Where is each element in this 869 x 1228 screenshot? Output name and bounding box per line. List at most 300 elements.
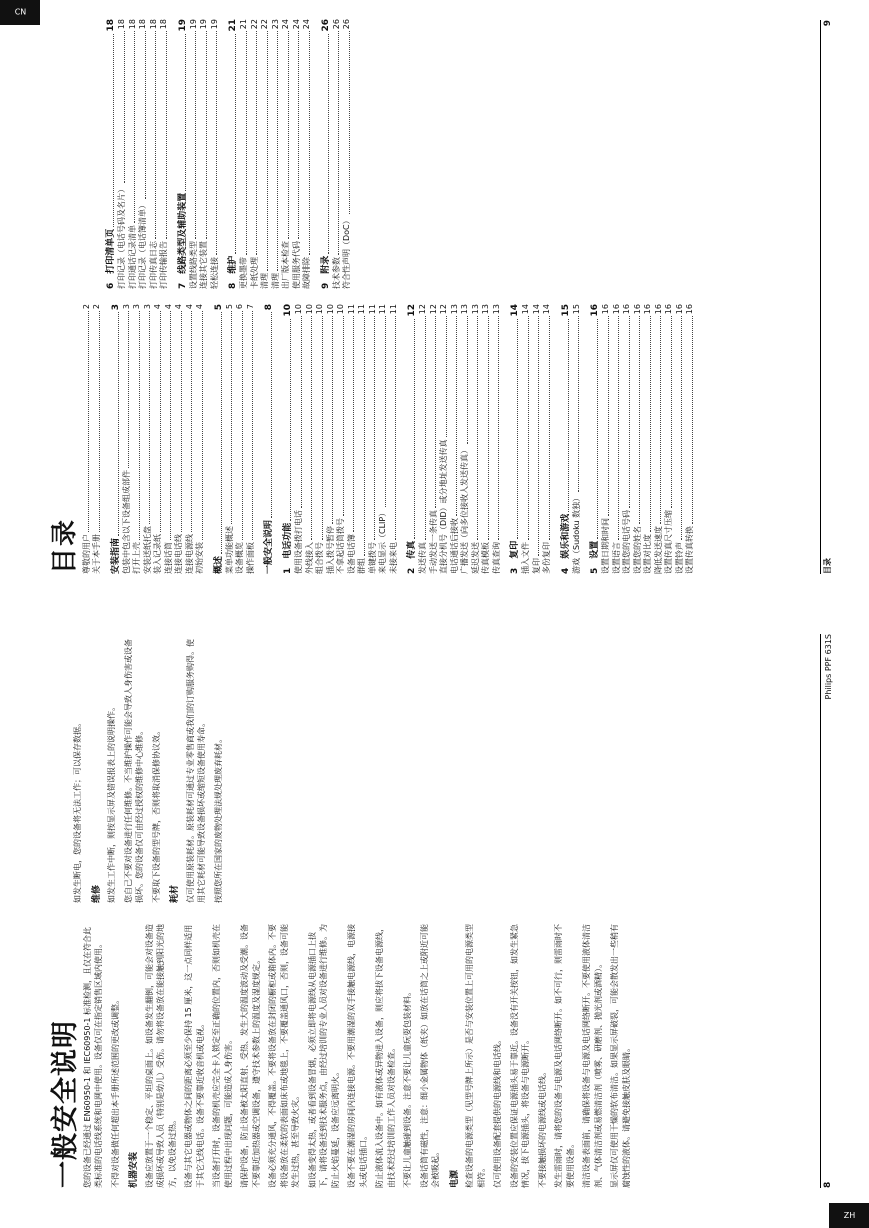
toc-leader [481, 316, 489, 540]
toc-entry [378, 304, 389, 574]
toc-leader [177, 34, 186, 191]
toc-entry-title: 2 传真 [407, 540, 417, 574]
toc-entry [332, 19, 343, 289]
page-number: 8 [823, 1181, 833, 1188]
toc-leader [110, 312, 119, 536]
toc-entry-title: 尊敬的用户 [81, 534, 91, 574]
intro-paragraph: 您的设备已经通过 EN60950-1 和 IEC60950-1 标准检测，且仅在符合此类标准的电话线系统和电网中使用。设备仅可在指定销售区域内使用。 [82, 926, 103, 1188]
toc-entry-title: 复印 [531, 558, 541, 574]
paragraph: 如设备变得太热，或者看到设备冒烟，必须立即将电源线从电源插口上拔下，请将设备送到技术服务点，由经过培训的专业人员对设备进行维修。为防止火焰蔓延，设备应远离明火。 [307, 924, 340, 1188]
toc-entry [481, 304, 492, 574]
paragraph: 不要让儿童触碰到设备。注意不要让儿童玩耍包装材料。 [403, 988, 412, 1188]
toc-leader [199, 31, 207, 239]
toc-entry [294, 304, 305, 574]
toc-page-number: 13 [481, 304, 490, 315]
toc-entry [246, 304, 257, 574]
toc-leader [246, 311, 254, 540]
toc-entry-title: 打印传真日志 [148, 241, 158, 289]
toc-page-number: 11 [388, 304, 398, 315]
footer-rule [820, 20, 821, 574]
toc-page-number: 13 [470, 304, 480, 315]
paragraph: 设备应放置于一个稳定、平坦的桌面上。如设备发生翻倒，可能会对设备造成损坏或导致人员（特别是幼儿）受伤。请勿将设备放在能接触到阳光的地方，以免设备过热。 [144, 924, 177, 1188]
page-title: 一般安全说明 [50, 1020, 81, 1188]
toc-entry-title: 设置线路类型 [188, 241, 198, 289]
toc-leader [675, 316, 683, 540]
toc-entry [347, 304, 358, 574]
toc-entry [612, 304, 623, 574]
toc-leader [225, 311, 233, 524]
toc-leader [271, 31, 279, 271]
toc-entry-title: 装入记录纸 [153, 534, 162, 574]
toc-entry-title: 清理 [260, 273, 269, 289]
toc-entry-title: 打印记录（电话号码及名片） [117, 185, 126, 289]
toc-entry-title: 4 娱乐和游戏 [560, 513, 571, 574]
toc-page-number: 13 [460, 304, 469, 315]
toc-entry [675, 304, 686, 574]
toc-entry [643, 304, 654, 574]
toc-section [560, 304, 572, 574]
toc-leader [174, 311, 182, 532]
toc-page-number: 2 [81, 304, 91, 310]
toc-entry-title: 插入拨号暂停 [325, 526, 335, 574]
toc-entry [336, 304, 347, 574]
toc-entry-title: 打开上壳 [132, 542, 141, 574]
paragraph: 显示屏仅可使用干燥的软布清洁。如果显示屏破裂，可能会散发出一些稍有腐蚀性的液体。请避免接触皮肤及眼睛。 [610, 924, 631, 1188]
toc-page-number: 12 [407, 304, 417, 317]
toc-entry-title: 连接话筒 [163, 542, 173, 574]
toc-leader [82, 311, 90, 532]
toc-page-number: 4 [174, 304, 183, 310]
toc-entry [572, 304, 583, 574]
toc-page-number: 13 [491, 304, 501, 315]
toc-entry-title: 7 线路类型及辅助装置 [177, 192, 188, 289]
toc-page-number: 4 [153, 304, 162, 310]
toc-page-number: 16 [622, 304, 631, 315]
toc-page-number: 10 [304, 304, 314, 315]
toc-entry-title: 更换墨带 [239, 257, 248, 289]
toc-entry-title: 外线接入 [304, 542, 314, 574]
toc-entry [132, 304, 143, 574]
toc-page-number: 22 [249, 19, 259, 30]
toc-entry-title: 不拿起话筒拨号 [336, 518, 345, 574]
toc-entry [326, 304, 337, 574]
toc-leader [471, 316, 479, 540]
toc-page-number: 18 [138, 19, 147, 30]
toc-leader [260, 31, 268, 271]
toc-page-number: 18 [159, 19, 168, 30]
toc-leader [122, 311, 130, 468]
toc-page-number: 18 [106, 19, 116, 32]
toc-entry [199, 19, 210, 289]
toc-page-number: 18 [148, 19, 158, 30]
toc-leader [622, 316, 630, 508]
toc-section [509, 304, 521, 574]
toc-leader [509, 319, 518, 539]
footer-label: 目录 [823, 558, 832, 574]
toc-leader [460, 316, 468, 444]
toc-leader [654, 316, 662, 524]
product-name: Philips PPF 631S [824, 634, 833, 700]
toc-page-number: 8 [264, 304, 274, 311]
toc-entry [174, 304, 185, 574]
toc-entry-title: 5 设置 [590, 540, 600, 574]
language-tab: CN [0, 0, 40, 25]
toc-entry [429, 304, 440, 574]
toc-title: 目录 [50, 517, 80, 574]
toc-page-number: 4 [184, 304, 194, 310]
toc-page-number: 24 [291, 19, 301, 30]
toc-entry-title: 连接电话线 [174, 534, 183, 574]
toc-page-number: 11 [378, 304, 387, 315]
toc-entry-title: 设置对比度 [643, 534, 652, 574]
toc-leader [92, 311, 100, 532]
toc-entry-title: 关于本手册 [92, 534, 101, 574]
toc-leader [250, 31, 258, 255]
toc-page-number: 22 [260, 19, 269, 30]
toc-page-number: 10 [283, 304, 293, 317]
toc-entry [357, 304, 368, 574]
toc-page-number: 23 [270, 19, 280, 30]
toc-entry [654, 304, 665, 574]
toc-entry [195, 304, 206, 574]
paragraph: 设备必须充分通风，不得覆盖。不要将设备放在封闭的橱柜或箱体内。不要将设备放在柔软的表面如床布或地毯上，不要覆盖通风口，否则，设备可能发生过热，甚至导致火灾。 [268, 924, 300, 1188]
toc-entry-title: 使用服务代码 [291, 241, 301, 289]
toc-entry-title: 打印记录（电话簿清单） [138, 201, 147, 289]
toc-entry-title: 符合性声明（DoC） [342, 216, 351, 289]
footer-rule [820, 634, 821, 1188]
paragraph: 设备与其它电器或物体之间的距离必须至少保持 15 厘米，这一点同样适用于其它无线电话。设备不要靠近收音机或电视。 [184, 924, 205, 1188]
heading-install: 机器安装 [129, 1151, 139, 1188]
paragraph: 不要取下设备的型号牌，否则将取消保修协议效。 [151, 727, 161, 903]
toc-entry-title: 初始安装 [195, 542, 204, 574]
toc-entry-title: 操作面板 [245, 542, 255, 574]
toc-leader [305, 316, 313, 540]
toc-entry-title: 组合拨号 [315, 542, 324, 574]
toc-section [589, 304, 601, 574]
toc-leader [326, 316, 334, 524]
toc-entry-title: 卡纸处理 [249, 257, 259, 289]
toc-page-number: 19 [188, 19, 198, 30]
paragraph: 如发生工作中断，则按显示屏及错误报表上的说明操作。 [107, 703, 116, 903]
toc-page-number: 26 [320, 19, 331, 32]
left-column-1 [50, 923, 637, 1188]
toc-entry-title: 发送传真 [418, 542, 427, 574]
toc-entry-title: 安装指南 [110, 537, 121, 574]
toc-entry-title: 设置日期和时间 [601, 518, 610, 574]
paragraph: 如发生断电，您的设备将无法工作；可以保存数据。 [73, 719, 82, 903]
toc-leader [149, 31, 157, 239]
toc-entry [450, 304, 461, 574]
toc-entry-title: 菜单功能概述 [224, 526, 234, 574]
toc-entry [389, 304, 400, 574]
toc-entry [260, 19, 271, 289]
toc-leader [572, 316, 580, 492]
paragraph: 请保护设备，防止设备被太阳直射、受热、发生大的温度波动及受潮。设备不要靠近加热器或空调设备，遵守技术参数上的温度及湿度规定。 [240, 924, 261, 1188]
toc-entry-title: 出厂版本检查 [281, 241, 290, 289]
toc-entry-title: 3 复印 [510, 540, 520, 574]
toc-leader [235, 311, 243, 540]
toc-page-number: 12 [428, 304, 438, 315]
toc-leader [189, 31, 197, 239]
toc-entry [281, 19, 292, 289]
toc-leader [185, 311, 193, 532]
toc-page-number: 16 [643, 304, 652, 315]
toc-entry [532, 304, 543, 574]
toc-entry-title: 设置您的姓名 [632, 526, 642, 574]
toc-entry [225, 304, 236, 574]
toc-entry [143, 304, 154, 574]
toc-entry [149, 19, 160, 289]
toc-page-number: 18 [127, 19, 137, 30]
toc-leader [263, 312, 272, 518]
heading-repair: 维修 [91, 884, 102, 903]
toc-entry-title: 降低发送速度 [653, 526, 663, 574]
toc-page-number: 16 [685, 304, 694, 315]
toc-entry-title: 轻松连接 [209, 257, 219, 289]
toc-entry-title: 设置传真尺寸压缩 [664, 510, 673, 574]
toc-section [406, 304, 418, 574]
toc-leader [521, 316, 529, 540]
toc-entry-title: 9 附录 [320, 255, 331, 289]
toc-page-number: 19 [199, 19, 208, 30]
toc-page-number: 24 [302, 19, 311, 30]
toc-section [110, 304, 122, 574]
paragraph: 仅可使用原装耗材。原装耗材可通过专业零售商或我们的订购服务购得。使用其它耗材可能导致设备损坏或缩短设备使用寿命。 [185, 639, 206, 903]
toc-entry-title: 多份复印 [542, 542, 551, 574]
heading-power: 电源 [449, 1169, 460, 1188]
toc-section [282, 304, 294, 574]
toc-leader [347, 316, 355, 532]
toc-page-number: 16 [632, 304, 642, 315]
toc-page-number: 13 [449, 304, 459, 315]
paragraph: 设备不要在潮湿的房间内连接电源。不要用潮湿的双手接触电源线，电源接头或电话插口。 [347, 924, 368, 1188]
toc-entry-title: 6 打印清单页 [106, 228, 116, 289]
toc-page-number: 3 [142, 304, 152, 310]
toc-leader [153, 311, 161, 532]
toc-entry-title: 广播发送（向多位接收人发送传真） [460, 446, 469, 574]
toc-leader [542, 316, 550, 540]
toc-entry-title: 传真查询 [491, 542, 501, 574]
toc-entry [250, 19, 261, 289]
toc-leader [302, 31, 310, 255]
toc-page-number: 14 [531, 304, 541, 315]
toc-entry-title: 技术参数 [331, 257, 341, 289]
toc-leader [643, 316, 651, 532]
toc-entry-title: 设置传真转换 [685, 526, 694, 574]
toc-leader [450, 316, 458, 516]
toc-entry-title: 来电显示（CLIP） [378, 508, 387, 574]
toc-page-number: 24 [281, 19, 290, 30]
toc-leader [195, 311, 203, 540]
toc-leader [560, 319, 569, 512]
toc-entry [601, 304, 612, 574]
toc-page-number: 16 [590, 304, 600, 317]
toc-entry-title: 插入文件 [521, 542, 530, 574]
toc-page-number: 14 [510, 304, 520, 317]
toc-page-number: 16 [674, 304, 684, 315]
toc-entry [271, 19, 282, 289]
toc-page-number: 16 [611, 304, 621, 315]
toc-page-number: 4 [163, 304, 173, 310]
toc-page-number: 26 [331, 19, 341, 30]
toc-entry-title: 故障排除 [302, 257, 311, 289]
toc-leader [210, 31, 218, 255]
toc-entry [138, 19, 149, 289]
toc-leader [213, 312, 222, 554]
heading-consumables: 耗材 [170, 884, 180, 903]
toc-entry-title: 直接分机号（DID）或分地址发送传真 [439, 439, 448, 574]
toc-section [177, 19, 189, 289]
toc-leader [132, 311, 140, 540]
toc-entry-title: 连接其它装置 [199, 241, 208, 289]
toc-leader [336, 316, 344, 516]
toc-entry [82, 304, 93, 574]
toc-page-number: 26 [342, 19, 351, 30]
toc-leader [315, 316, 323, 540]
toc-page-number: 11 [346, 304, 356, 315]
toc-page-number: 16 [601, 304, 610, 315]
toc-entry [128, 19, 139, 289]
toc-leader [439, 316, 447, 437]
toc-page-number: 2 [92, 304, 101, 310]
toc-entry [159, 19, 170, 289]
toc-entry [164, 304, 175, 574]
toc-entry [185, 304, 196, 574]
toc-entry-title: 设备概览 [235, 542, 244, 574]
toc-leader [378, 316, 386, 507]
toc-leader [294, 316, 302, 508]
toc-leader [117, 31, 125, 183]
toc-leader [138, 31, 146, 199]
toc-page-number: 14 [521, 304, 530, 315]
toc-entry-title: 一般安全说明 [264, 519, 274, 574]
toc-leader [227, 34, 236, 254]
toc-entry-title: 传真模板 [481, 542, 490, 574]
toc-entry [342, 19, 353, 289]
toc-leader [105, 34, 114, 227]
toc-page-number: 15 [571, 304, 581, 315]
toc-entry [305, 304, 316, 574]
toc-entry-title: 8 维护 [228, 255, 238, 289]
paragraph: 设备的安装位置应保证电源插头易于靠近。设备没有开关按钮，如发生紧急情况，拔下电源插头，将设备与电源断开。 [509, 924, 530, 1188]
toc-entry [439, 304, 450, 574]
toc-entry [122, 304, 133, 574]
toc-entry [368, 304, 379, 574]
paragraph: 设备话筒有磁性，注意：细小金属物体（纸夹）如放在话筒之上或附近可能会被吸起。 [419, 924, 440, 1188]
toc-entry-title: 清理 [270, 273, 280, 289]
toc-leader [406, 319, 415, 539]
toc-leader [418, 316, 426, 540]
toc-page-number: 7 [245, 304, 255, 310]
toc-entry-title: 设置您的电话号码 [622, 510, 631, 574]
toc-entry [542, 304, 553, 574]
toc-entry-title: 电话通话后接收 [449, 518, 459, 574]
left-column-2 [72, 638, 229, 903]
toc-entry-title: 延迟发送 [470, 542, 480, 574]
toc-entry-title: 设置语言 [611, 542, 621, 574]
toc-leader [239, 31, 247, 255]
toc-entry-title: 群组 [357, 558, 366, 574]
toc-section [263, 304, 275, 574]
toc-entry-title: 手动发送一条传真 [428, 510, 438, 574]
left-page [0, 614, 869, 1228]
toc-entry-title: 打印通话记录清单 [127, 225, 137, 289]
paragraph: 防止液体流入设备中。如有液体或异物进入设备，则应将拔下设备电源线，由技术经过培训的工作人员对设备检查。 [375, 924, 396, 1188]
toc-leader [429, 316, 437, 508]
toc-entry [92, 304, 103, 574]
toc-leader [281, 31, 289, 239]
paragraph: 按照您所在国家的废物处理法规处理废弃耗材。 [213, 735, 223, 903]
toc-entry [471, 304, 482, 574]
toc-page-number: 19 [177, 19, 188, 32]
toc-leader [664, 316, 672, 508]
toc-leader [128, 31, 136, 223]
toc-leader [368, 316, 376, 540]
toc-leader [589, 319, 598, 539]
toc-leader [292, 31, 300, 239]
paragraph: 不要接触损坏的电源线或电话线。 [537, 1068, 547, 1188]
toc-leader [532, 316, 540, 556]
toc-entry [189, 19, 200, 289]
paragraph: 当设备打开时，设备的机壳应完全卡入锁定至正确的位置内，否则如机壳在使用过程中出现问题，可能造成人身伤害。 [212, 924, 233, 1188]
toc-page-number: 3 [110, 304, 121, 311]
intro-paragraph-2: 不得对设备做任何超出本手册所述范围的更改或调整。 [110, 996, 120, 1188]
toc-page-number: 3 [121, 304, 131, 310]
toc-entry-title: 连接电源线 [184, 534, 194, 574]
toc-page-number: 12 [418, 304, 427, 315]
toc-entry-title: 安装送纸托盘 [142, 526, 152, 574]
paragraph: 发生雷雨时，请将您的设备与电源及电话网络断开。如不可行，则雷雨时不要使用设备。 [554, 924, 575, 1188]
toc-leader [492, 316, 500, 540]
toc-entry-title: 设备电话簿 [346, 534, 356, 574]
toc-page-number: 15 [560, 304, 571, 317]
page-number: 9 [823, 20, 833, 27]
toc-leader [601, 316, 609, 516]
toc-page-number: 11 [367, 304, 377, 315]
toc-page-number: 11 [357, 304, 366, 315]
toc-entry-title: 包装中包含以下设备组成部件 [121, 470, 131, 574]
toc-page-number: 3 [132, 304, 141, 310]
toc-page-number: 12 [439, 304, 448, 315]
toc-page-number: 10 [315, 304, 324, 315]
toc-entry-title: 1 电话功能 [283, 522, 293, 574]
toc-page-number: 16 [653, 304, 663, 315]
toc-leader [143, 311, 151, 524]
toc-entry [492, 304, 503, 574]
toc-entry [210, 19, 221, 289]
toc-leader [685, 316, 693, 524]
toc-page-number: 6 [235, 304, 244, 310]
toc-entry [239, 19, 250, 289]
toc-entry [685, 304, 696, 574]
toc-entry-title: 游戏（Sudoku 数独） [571, 493, 581, 574]
toc-entry-title: 打印传输报告 [159, 241, 168, 289]
toc-section [227, 19, 239, 289]
toc-page-number: 16 [664, 304, 673, 315]
toc-column-2 [98, 19, 353, 289]
toc-leader [342, 31, 350, 214]
toc-entry [117, 19, 128, 289]
toc-entry-title: 未接来电 [388, 542, 398, 574]
toc-page-number: 21 [239, 19, 248, 30]
language-tab: ZH [829, 1203, 869, 1228]
toc-page-number: 10 [294, 304, 303, 315]
toc-entry-title: 使用设备拨打电话 [294, 510, 303, 574]
toc-entry [418, 304, 429, 574]
toc-entry [622, 304, 633, 574]
paragraph: 清洁设备表面前，请确保将设备与电源及电话网络断开。不要使用液体清洁剂、气体清洁剂或易燃清洁剂（喷雾、研磨剂、抛光剂或酒精）。 [582, 924, 603, 1188]
toc-page-number: 4 [195, 304, 204, 310]
